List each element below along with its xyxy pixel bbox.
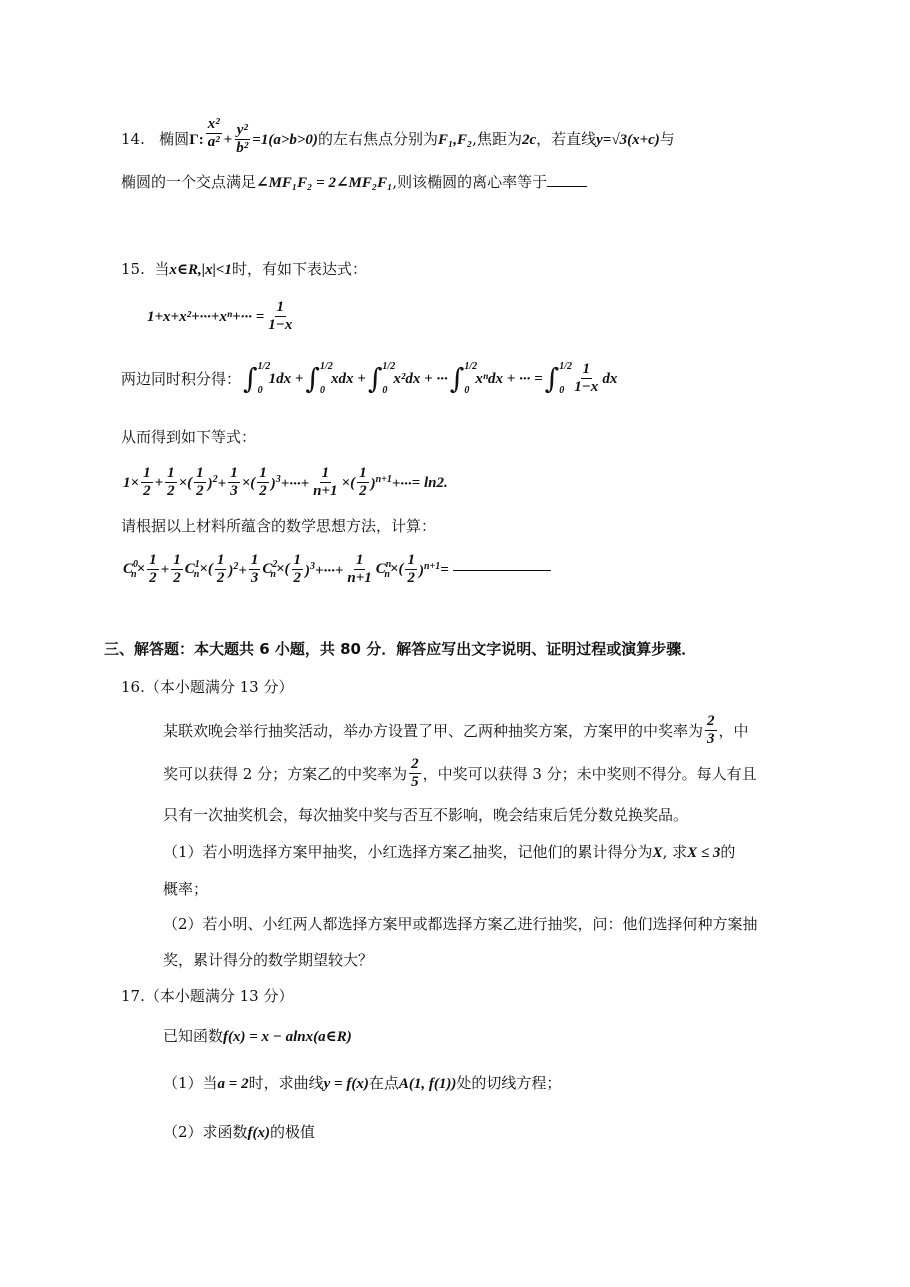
int-lower: 0 bbox=[320, 385, 326, 396]
q16-p1a: 某联欢晚会举行抽奖活动，举办方设置了甲、乙两种抽奖方案，方案甲的中奖率为 bbox=[163, 721, 704, 740]
q14-foci: F₁,F₂ bbox=[437, 132, 473, 148]
q17-func: f(x) = x − alnx(a∈R) bbox=[223, 1029, 352, 1045]
q14-twoc: 2c bbox=[521, 132, 537, 148]
q14-line2-pre: 椭圆的一个交点满足 bbox=[121, 173, 257, 191]
q17-s2b: 的极值 bbox=[270, 1123, 316, 1141]
q14-angle-eq: ∠MF₁F₂ = 2∠MF₂F₁ bbox=[256, 175, 393, 191]
q15-integral-line bbox=[121, 362, 617, 396]
q14-line2 bbox=[121, 175, 587, 191]
q17-s2-line bbox=[163, 1125, 315, 1141]
int-upper: 1/2 bbox=[382, 361, 396, 372]
q15-ask-label: 请根据以上材料所蕴含的数学思想方法，计算： bbox=[121, 517, 437, 535]
q14-mid1: 的左右焦点分别为 bbox=[317, 130, 438, 148]
q14-line2-post: ,则该椭圆的离心率等于 bbox=[392, 173, 548, 191]
int-term-0: 1dx + bbox=[268, 370, 304, 387]
int-term-2: x²dx + ··· bbox=[393, 370, 448, 387]
q14-x2: x² bbox=[207, 116, 220, 132]
q16-s2-line2: 奖，累计得分的数学期望较大？ bbox=[163, 951, 374, 969]
q16-s2-line1: （2）若小明、小红两人都选择方案甲或都选择方案乙进行抽奖，问：他们选择何种方案抽 bbox=[163, 915, 758, 933]
q16-s1-line1 bbox=[163, 845, 735, 861]
q16-s1x: X bbox=[652, 845, 663, 861]
q16-prob-b-num: 2 bbox=[411, 756, 419, 772]
q16-p2 bbox=[163, 757, 757, 791]
q17-s2a: （2）求函数 bbox=[163, 1123, 248, 1141]
q14-frac-y bbox=[234, 123, 250, 157]
int-upper: 1/2 bbox=[559, 361, 572, 372]
q15-series-num: 1 bbox=[276, 299, 285, 315]
integral-sign-icon: ∫ bbox=[449, 362, 465, 395]
int-lower: 0 bbox=[559, 385, 565, 396]
q17-head: 17.（本小题满分 13 分） bbox=[121, 987, 294, 1005]
q15-series-lhs: 1+x+x²+···+xⁿ+··· = bbox=[147, 309, 265, 325]
q16-head: 16.（本小题满分 13 分） bbox=[121, 678, 294, 696]
q15-identity-tail: = ln2. bbox=[411, 474, 448, 491]
int-lower: 0 bbox=[257, 385, 263, 396]
q15-condition: x∈R,|x|<1 bbox=[169, 262, 232, 278]
int-term-3: xⁿdx + ··· = bbox=[475, 370, 543, 387]
int-rhs-den: 1−x bbox=[574, 378, 599, 395]
q15-ask-tail: = bbox=[440, 561, 449, 578]
q16-prob-a-num: 2 bbox=[707, 713, 715, 729]
q14-b2: b² bbox=[236, 139, 249, 156]
q15-series-den: 1−x bbox=[268, 316, 293, 333]
q15-answer-blank bbox=[453, 570, 551, 571]
q17-s1c: 在点 bbox=[368, 1074, 399, 1092]
q15-pre: 当 bbox=[154, 260, 170, 278]
int-limits bbox=[464, 361, 478, 396]
q15-post: 时，有如下表达式： bbox=[231, 260, 367, 278]
q14-a2: a² bbox=[207, 133, 220, 150]
q15-identity: 1× $\frac{1}{2}$ + $\frac{1}{2}$ ×( $\frac{1}{2}$ )$^2$+ $\frac{1}{3}$ ×( $\frac{1}{2}$ )$^3$+···+ $\frac{1}{n+1}$ ×( $\frac{1}{2}$ )$^{n+1}$+··· = ln2. bbox=[123, 465, 448, 499]
integral-sign-icon: ∫ bbox=[367, 362, 383, 395]
q16-prob-b-den: 5 bbox=[411, 773, 419, 790]
q17-s1pt: A(1, f(1)) bbox=[398, 1076, 457, 1092]
q16-prob-b bbox=[409, 757, 421, 791]
q15-series bbox=[147, 300, 296, 334]
q17-s1a: （1）当 bbox=[163, 1074, 218, 1092]
q14-number: 14. bbox=[121, 130, 145, 148]
int-upper: 1/2 bbox=[320, 361, 333, 372]
q14-eq-tail: =1(a>b>0) bbox=[252, 132, 318, 148]
q17-s1b: 时，求曲线 bbox=[248, 1074, 324, 1092]
q15-derive-label: 从而得到如下等式： bbox=[121, 428, 257, 446]
int-rhs-num: 1 bbox=[582, 361, 591, 377]
q15-series-frac bbox=[266, 300, 294, 334]
q17-s1curve: y = f(x) bbox=[323, 1076, 369, 1092]
q15-ask-expression: $C^0_n\times$ $\frac{1}{2}$ + $\frac{1}{2}$ $C^1_n\times$( $\frac{1}{2}$ )$^2$+ $\frac{1}{3}$ $C^2_n\times$( $\frac{1}{2}$ )$^3$+···+ $\frac{1}{n+1}$ $C^n_n\times$( $\frac{1}{2}$ )$^{n+1}$ = bbox=[123, 553, 551, 587]
int-limits bbox=[257, 361, 271, 396]
q16-p3: 只有一次抽奖机会，每次抽奖中奖与否互不影响，晚会结束后凭分数兑换奖品。 bbox=[163, 806, 689, 824]
int-lower: 0 bbox=[382, 385, 388, 396]
q15-number: 15. bbox=[121, 260, 145, 278]
integral-sign-icon: ∫ bbox=[544, 362, 560, 395]
q16-prob-a bbox=[705, 714, 717, 748]
q17-intro: 已知函数 bbox=[163, 1027, 224, 1045]
q14-colon: : bbox=[198, 132, 204, 148]
int-lower: 0 bbox=[464, 385, 470, 396]
q16-prob-a-den: 3 bbox=[707, 730, 715, 747]
q16-p1 bbox=[163, 714, 749, 748]
integral-sign-icon: ∫ bbox=[305, 362, 321, 395]
q16-s1-line2: 概率； bbox=[163, 880, 209, 898]
integral-sign-icon: ∫ bbox=[243, 362, 258, 395]
q14-line-eq: y=√3(x+c) bbox=[596, 132, 660, 148]
int-rhs-dx: dx bbox=[602, 370, 618, 387]
q17-s1d: 处的切线方程； bbox=[456, 1074, 562, 1092]
q16-p2a: 奖可以获得 2 分；方案乙的中奖率为 bbox=[163, 764, 408, 783]
q16-p1b: ，中 bbox=[718, 721, 749, 740]
q17-intro-line bbox=[163, 1029, 352, 1045]
q14-answer-blank bbox=[547, 186, 587, 187]
q14-gamma: Γ bbox=[189, 132, 199, 148]
q14-text-pre: 椭圆 bbox=[159, 130, 190, 148]
q14-frac-x bbox=[206, 117, 222, 151]
int-upper: 1/2 bbox=[257, 361, 271, 372]
int-limits bbox=[320, 361, 333, 396]
q15-integrate-label: 两边同时积分得： bbox=[121, 369, 242, 388]
q16-s1cond: X ≤ 3 bbox=[687, 845, 721, 861]
q16-p2b: ，中奖可以获得 3 分；未中奖则不得分。每人有且 bbox=[422, 764, 757, 783]
q16-s1c: 的 bbox=[720, 843, 736, 861]
int-upper: 1/2 bbox=[464, 361, 478, 372]
q14-mid2: ,焦距为 bbox=[472, 130, 522, 148]
q14-line1: 14. 椭圆Γ: $\frac{\text{x²}}{\text{a²}}$ + $\frac{\text{y²}}{\text{b²}}$ =1(a>b>0)的左右焦点分别为F₁,F₂,焦距为2c，若直线y=√3(x+c)与 bbox=[121, 116, 675, 156]
int-limits bbox=[559, 361, 572, 396]
q14-mid3: ，若直线 bbox=[536, 130, 597, 148]
q15-line1 bbox=[121, 262, 367, 278]
q14-mid4: 与 bbox=[659, 130, 675, 148]
q16-s1a: （1）若小明选择方案甲抽奖，小红选择方案乙抽奖，记他们的累计得分为 bbox=[163, 843, 653, 861]
int-limits bbox=[382, 361, 396, 396]
section3-title: 三、解答题：本大题共 6 小题，共 80 分．解答应写出文字说明、证明过程或演算步骤． bbox=[104, 640, 697, 658]
q17-s2f: f(x) bbox=[247, 1125, 271, 1141]
int-rhs-frac bbox=[572, 362, 600, 396]
q14-y2: y² bbox=[236, 122, 248, 138]
q17-s1cond: a = 2 bbox=[217, 1076, 249, 1092]
int-term-1: xdx + bbox=[331, 370, 366, 387]
q17-s1-line bbox=[163, 1076, 561, 1092]
q16-s1b: , 求 bbox=[662, 843, 688, 861]
